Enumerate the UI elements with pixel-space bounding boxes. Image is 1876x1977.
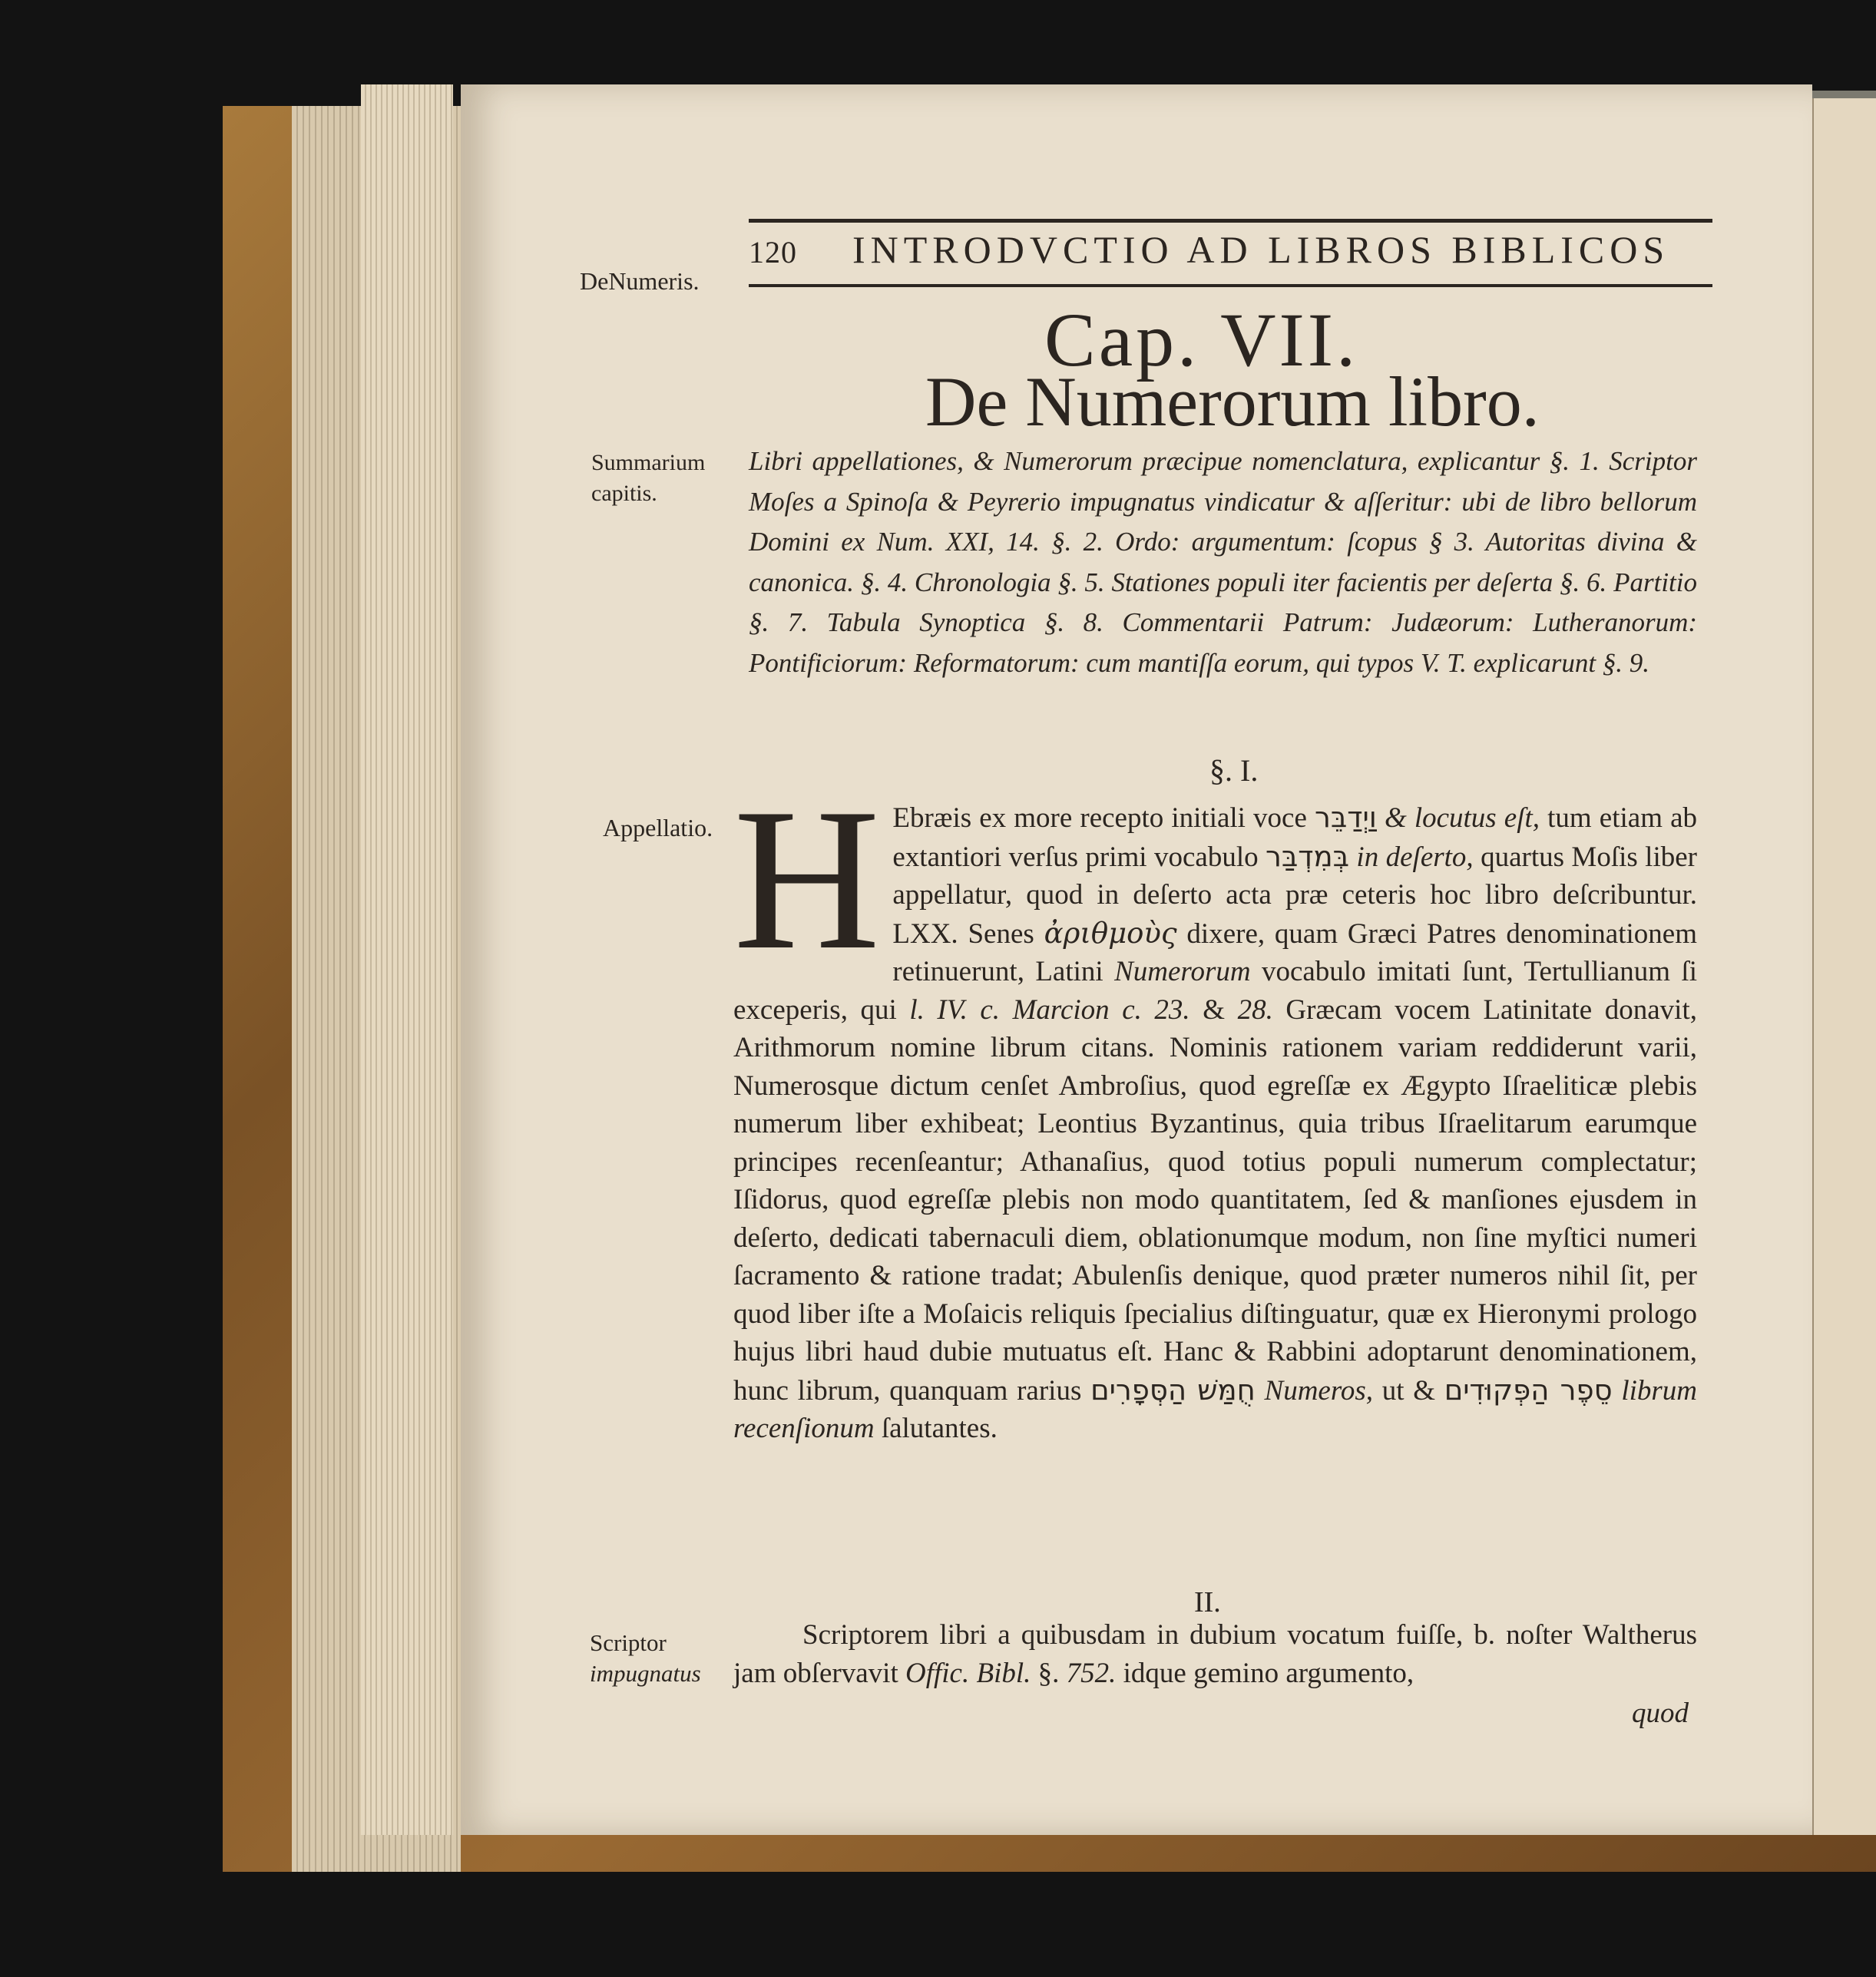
header-rule-top — [749, 219, 1712, 223]
section-1-body — [733, 767, 1698, 1448]
italic-segment: Numerorum — [1114, 956, 1251, 987]
page-number: 120 — [749, 235, 797, 269]
catchword: quod — [1632, 1698, 1689, 1729]
section-mark-2: II. — [1194, 1586, 1221, 1618]
section-2-body — [733, 1616, 1697, 1692]
greek-word: ἀριθμοὺς — [1044, 916, 1177, 950]
summary-margin-label-line2: capitis. — [591, 481, 657, 506]
margin-head: DeNumeris. — [580, 267, 700, 295]
summary-margin-label-line1: Summarium — [591, 450, 706, 475]
section-mark-1: §. I. — [1209, 753, 1259, 788]
hebrew-word: בְּמִדְבַּר — [1266, 839, 1350, 873]
facing-page-edge — [1812, 98, 1876, 1835]
text-segment: idque gemino argumento, — [1116, 1657, 1414, 1689]
text-segment: quartus Moſis liber appellatur, quod in deſerto acta præ ceteris hoc libro deſcribuntur. LXX. Senes — [892, 841, 1697, 950]
chapter-summary: Libri appellationes, & Numerorum præcipue nomenclatura, explicantur §. 1. Scriptor Moſes a Spinoſa & Peyrerio impugnatus vindicatur & aſſeritur: ubi de libro bellorum Domini ex Num. XXI, 14. §. 2. Ordo: argumentum: ſcopus § 3. Autoritas divina & canonica. §. 4. Chronologia §. 5. Stationes populi iter facientis per deſerta §. 6. Partitio §. 7. Tabula Synoptica §. 8. Commentarii Patrum: Judæorum: Lutheranorum: Pontificiorum: Reformatorum: cum mantiſſa eorum, qui typos V. T. explicarunt §. 9. — [749, 446, 1697, 678]
hebrew-word: וַיְדַבֵּר — [1315, 801, 1377, 834]
italic-segment: l. IV. c. Marcion c. 23. — [909, 993, 1190, 1026]
hebrew-word: סֵפֶר הַפְּקוּדִים — [1444, 1373, 1613, 1407]
text-segment: tum etiam ab extantiori verſus primi vocabulo — [892, 802, 1697, 873]
scriptor-margin-label — [590, 1628, 701, 1689]
summary-margin-label — [591, 448, 705, 509]
italic-segment: & locutus eſt, — [1376, 802, 1540, 834]
running-head: INTRODVCTIO AD LIBROS BIBLICOS — [852, 228, 1670, 271]
italic-segment: Numeros, — [1255, 1374, 1374, 1407]
text-segment: ut & — [1373, 1374, 1444, 1407]
header-rule-bottom — [749, 284, 1712, 287]
text-segment: & — [1189, 993, 1238, 1026]
scriptor-margin-label-line1: Scriptor — [590, 1629, 667, 1656]
text-segment: §. — [1031, 1657, 1067, 1689]
italic-segment: 28. — [1237, 993, 1273, 1026]
chapter-number: Cap. VII. — [1044, 297, 1359, 382]
text-segment: Græcam vocem Latinitate donavit, Arithmorum nomine librum citans. Nominis rationem variam reddiderunt varii, Numerosque dictum cenſet Ambroſius, quod egreſſæ ex Ægypto Iſraeliticæ plebis numerum liber exhibeat; Leontius Byzantinus, quia tribus Iſraelitarum earumque principes recenſeantur; Athanaſius, quod totius populi numerum complectatur; Iſidorus, quod egreſſæ plebis non modo quantitatem, ſed & manſiones ejusdem in deſerto, dedicati tabernaculi diem, oblationumque modum, non ſine myſtici numeri ſacramento & ratione tradat; Abulenſis denique, quod præter numeros nihil ſit, per quod liber iſte a Moſaicis reliquis ſpecialius diſtinguatur, quæ ex Hieronymi prologo hujus libri haud dubie mutuatus eſt. Hanc & Rabbini adoptarunt denominationem, hunc librum, quanquam rarius — [733, 993, 1697, 1407]
italic-segment: in deſerto, — [1349, 841, 1474, 873]
page-edges — [361, 84, 453, 1835]
appellatio-margin-label: Appellatio. — [603, 814, 713, 841]
chapter-title: De Numerorum libro. — [925, 362, 1540, 441]
italic-segment: 752. — [1066, 1657, 1117, 1689]
italic-segment: librum recenſionum — [733, 1374, 1698, 1444]
text-segment: vocabulo imitati ſunt, Tertullianum ſi exceperis, qui — [733, 956, 1697, 1026]
drop-cap: H — [733, 767, 881, 992]
hebrew-word: חֻמַּשׁ הַסְּפָרִים — [1090, 1373, 1256, 1407]
scriptor-margin-label-line2: impugnatus — [590, 1660, 701, 1687]
text-segment: ſalutantes. — [874, 1413, 998, 1444]
text-segment: dixere, quam Græci Patres denominationem retinuerunt, Latini — [892, 917, 1697, 987]
text-segment: Scriptorem libri a quibusdam in dubium vocatum fuiſſe, b. noſter Waltherus jam obſervavit — [733, 1619, 1697, 1689]
text-segment: Ebræis ex more recepto initiali voce — [892, 802, 1315, 834]
italic-segment: Offic. Bibl. — [905, 1657, 1031, 1689]
